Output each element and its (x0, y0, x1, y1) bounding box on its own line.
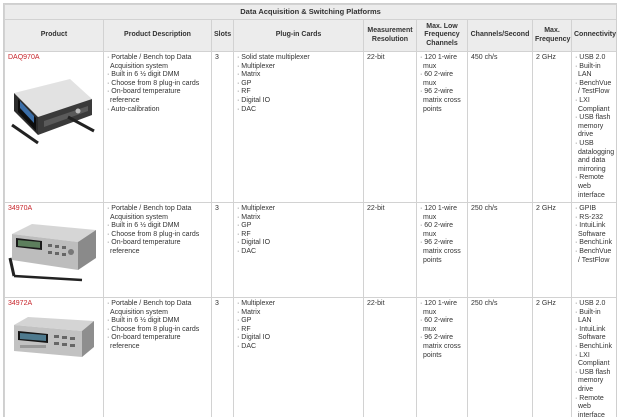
list-item: · 60 2-wire mux (420, 71, 464, 88)
list-item: · RF (237, 88, 360, 97)
product-image-daq970a (8, 71, 100, 149)
list-item: · GPIB (575, 205, 613, 214)
cards-cell (234, 298, 364, 417)
list-item: · DAC (237, 343, 360, 352)
speed-cell: 450 ch/s (468, 52, 533, 203)
list-item: · USB 2.0 (575, 300, 613, 309)
header-slots: Slots (212, 20, 234, 52)
list-item: · BenchVue / TestFlow (575, 248, 613, 265)
list-item: · Matrix (237, 309, 360, 318)
list-item: · USB datalogging and data mirroring (575, 140, 613, 174)
list-item: · BenchVue / TestFlow (575, 80, 613, 97)
list-item: · USB 2.0 (575, 54, 613, 63)
product-image-34970a (8, 220, 100, 288)
list-item: · DAC (237, 248, 360, 257)
connectivity-cell (572, 203, 617, 298)
list-item: · Built in 6 ½ digit DMM (107, 71, 208, 80)
list-item: · IntuiLink Software (575, 326, 613, 343)
list-item: · RF (237, 326, 360, 335)
header-product: Product (5, 20, 104, 52)
list-item: · Matrix (237, 71, 360, 80)
header-connectivity: Connectivity (572, 20, 617, 52)
list-item: · Digital IO (237, 334, 360, 343)
list-item: · IntuiLink Software (575, 222, 613, 239)
list-item: · Built in 6 ½ digit DMM (107, 222, 208, 231)
resolution-cell: 22-bit (364, 298, 417, 417)
description-cell (104, 52, 212, 203)
list-item: · Digital IO (237, 97, 360, 106)
list-item: · 60 2-wire mux (420, 222, 464, 239)
list-item: · Auto-calibration (107, 106, 208, 115)
description-cell (104, 203, 212, 298)
product-link[interactable]: DAQ970A (8, 54, 40, 61)
header-description: Product Description (104, 20, 212, 52)
list-item: · DAC (237, 106, 360, 115)
list-item: · Choose from 8 plug-in cards (107, 80, 208, 89)
channels-cell (417, 298, 468, 417)
list-item: · GP (237, 317, 360, 326)
table-title: Data Acquisition & Switching Platforms (5, 5, 617, 20)
list-item: · 96 2-wire matrix cross points (420, 88, 464, 114)
product-image-34972a (8, 315, 100, 369)
list-item: · Portable / Bench top Data Acquisition system (107, 54, 208, 71)
list-item: · USB flash memory drive (575, 114, 613, 140)
slots-cell: 3 (212, 203, 234, 298)
speed-cell: 250 ch/s (468, 298, 533, 417)
comparison-table-container (3, 3, 617, 417)
list-item: · Multiplexer (237, 300, 360, 309)
channels-cell (417, 203, 468, 298)
list-item: · Built in 6 ½ digit DMM (107, 317, 208, 326)
product-link[interactable]: 34972A (8, 300, 33, 308)
list-item: · USB flash memory drive (575, 369, 613, 395)
table-row (5, 203, 617, 298)
frequency-cell: 2 GHz (533, 298, 572, 417)
header-frequency: Max. Frequency (533, 20, 572, 52)
list-item: · 60 2-wire mux (420, 317, 464, 334)
list-item: · On-board temperature reference (107, 239, 208, 256)
connectivity-cell (572, 298, 617, 417)
list-item: · BenchLink (575, 239, 613, 248)
header-speed: Channels/Second (468, 20, 533, 52)
list-item: · Multiplexer (237, 205, 360, 214)
list-item: · On-board temperature reference (107, 88, 208, 105)
list-item: · Portable / Bench top Data Acquisition system (107, 205, 208, 222)
list-item: · Choose from 8 plug-in cards (107, 231, 208, 240)
list-item: · 96 2-wire matrix cross points (420, 239, 464, 265)
slots-cell: 3 (212, 298, 234, 417)
product-cell (5, 298, 104, 417)
list-item: · Remote web interface (575, 395, 613, 417)
product-cell (5, 52, 104, 203)
list-item: · Portable / Bench top Data Acquisition system (107, 300, 208, 317)
speed-cell: 250 ch/s (468, 203, 533, 298)
list-item: · 96 2-wire matrix cross points (420, 334, 464, 360)
product-cell (5, 203, 104, 298)
list-item: · RS-232 (575, 214, 613, 223)
cards-cell (234, 52, 364, 203)
frequency-cell: 2 GHz (533, 52, 572, 203)
description-cell (104, 298, 212, 417)
list-item: · Built-in LAN (575, 309, 613, 326)
frequency-cell: 2 GHz (533, 203, 572, 298)
list-item: · BenchLink (575, 343, 613, 352)
list-item: · Remote web interface (575, 174, 613, 200)
connectivity-cell (572, 52, 617, 203)
list-item: · Matrix (237, 214, 360, 223)
list-item: · On-board temperature reference (107, 334, 208, 351)
product-link[interactable]: 34970A (8, 205, 33, 213)
channels-cell (417, 52, 468, 203)
list-item: · 120 1-wire mux (420, 300, 464, 317)
list-item: · Digital IO (237, 239, 360, 248)
header-channels: Max. Low Frequency Channels (417, 20, 468, 52)
table-row (5, 52, 617, 203)
list-item: · LXI Compliant (575, 97, 613, 114)
list-item: · 120 1-wire mux (420, 54, 464, 71)
cards-cell (234, 203, 364, 298)
list-item: · GP (237, 80, 360, 89)
list-item: · LXI Compliant (575, 352, 613, 369)
list-item: · RF (237, 231, 360, 240)
list-item: · Solid state multiplexer (237, 54, 360, 63)
comparison-table (4, 4, 617, 417)
resolution-cell: 22-bit (364, 52, 417, 203)
list-item: · 120 1-wire mux (420, 205, 464, 222)
list-item: · Multiplexer (237, 63, 360, 72)
list-item: · Built-in LAN (575, 63, 613, 80)
table-row (5, 298, 617, 417)
header-resolution: Measurement Resolution (364, 20, 417, 52)
header-cards: Plug-in Cards (234, 20, 364, 52)
list-item: · Choose from 8 plug-in cards (107, 326, 208, 335)
list-item: · GP (237, 222, 360, 231)
slots-cell: 3 (212, 52, 234, 203)
resolution-cell: 22-bit (364, 203, 417, 298)
